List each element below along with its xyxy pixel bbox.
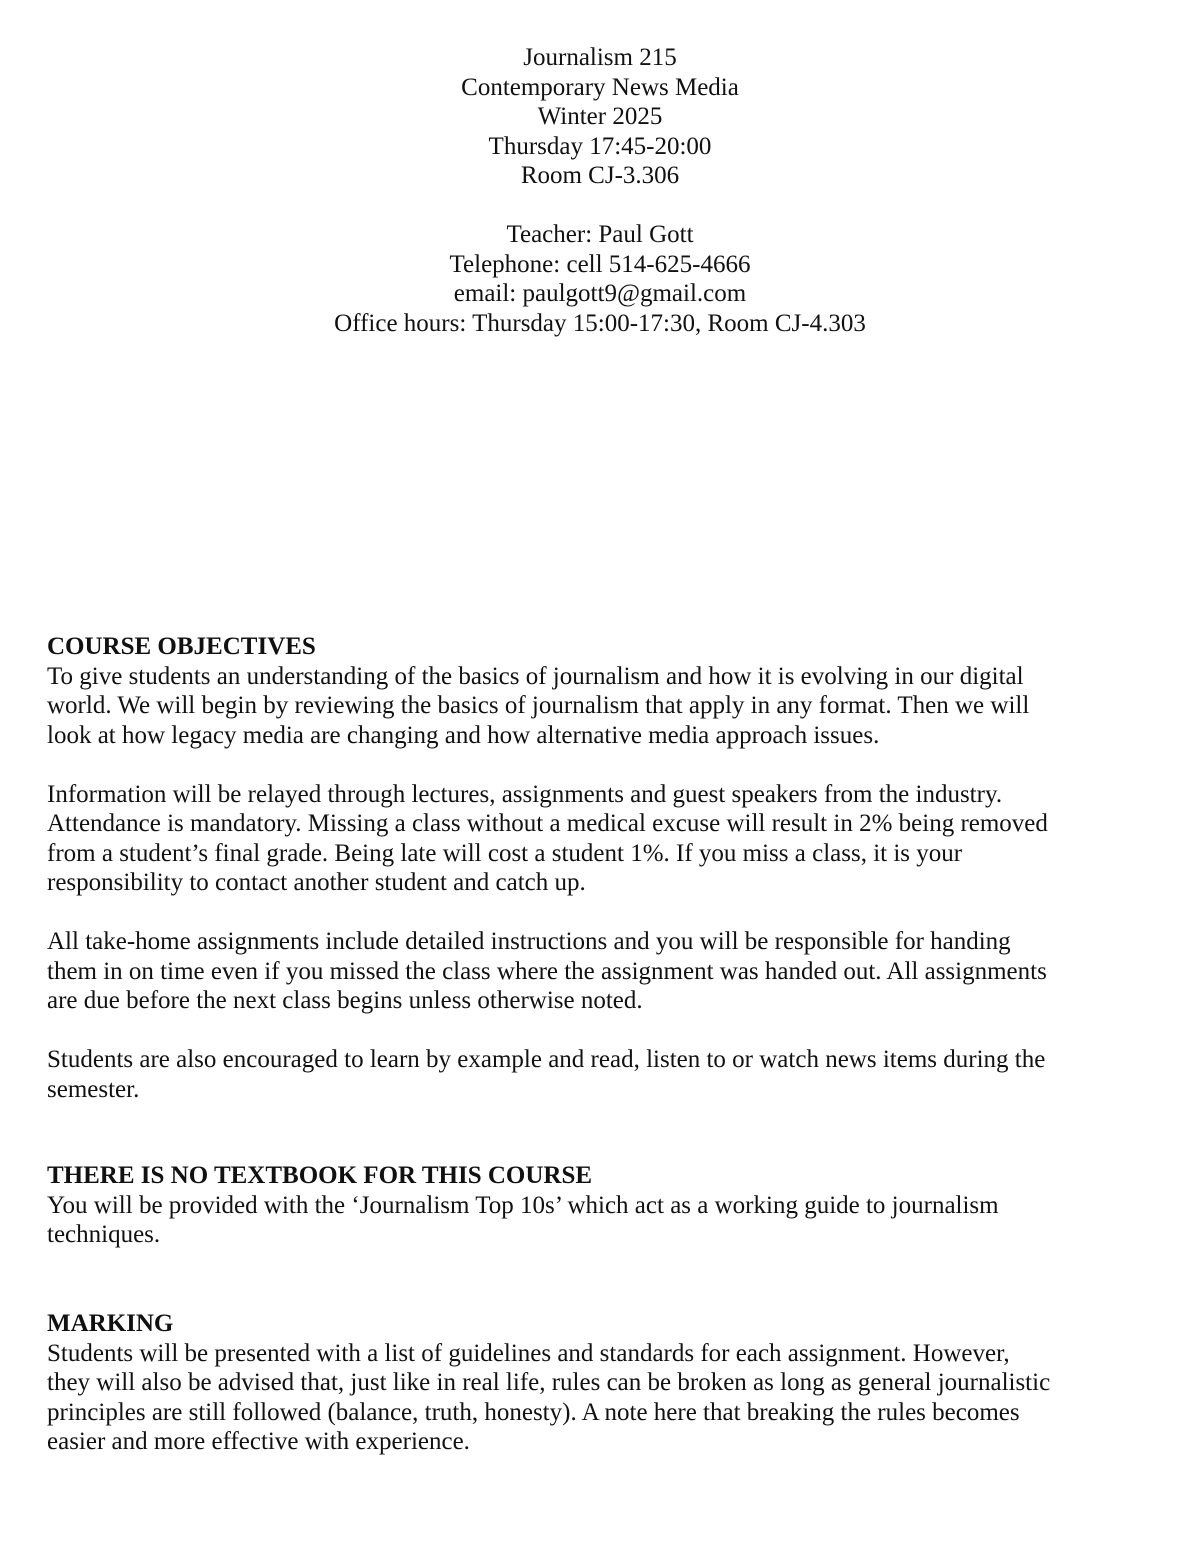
text-line: All take-home assignments include detailed instructions and you will be responsible for handing: [47, 928, 1011, 955]
paragraph-textbook: [47, 1191, 1157, 1250]
text-line: Information will be relayed through lectures, assignments and guest speakers from the industry.: [47, 780, 1003, 808]
text-line: responsibility to contact another student and catch up.: [47, 869, 586, 896]
office-hours: Office hours: Thursday 15:00-17:30, Room CJ-4.303: [334, 309, 866, 337]
course-schedule: Thursday 17:45-20:00: [488, 132, 712, 160]
text-line: them in on time even if you missed the class where the assignment was handed out. All assignments: [47, 957, 1047, 985]
text-line: principles are still followed (balance, truth, honesty). A note here that breaking the rules becomes: [47, 1398, 1020, 1426]
course-code: Journalism 215: [523, 44, 677, 71]
textbook-section: [47, 1161, 1157, 1250]
section-title-marking: MARKING: [47, 1310, 174, 1337]
text-line: easier and more effective with experience.: [47, 1428, 470, 1455]
text-line: from a student’s final grade. Being late will cost a student 1%. If you miss a class, it is your: [47, 839, 963, 867]
text-line: To give students an understanding of the basics of journalism and how it is evolving in our digital: [47, 662, 1024, 690]
text-line: Students are also encouraged to learn by example and read, listen to or watch news items during the: [47, 1046, 1046, 1073]
teacher-email: email: paulgott9@gmail.com: [453, 280, 747, 307]
teacher-name: Teacher: Paul Gott: [506, 221, 694, 248]
course-header: [0, 43, 1200, 191]
text-line: they will also be advised that, just like in real life, rules can be broken as long as general journalistic: [47, 1369, 1051, 1396]
paragraph-examples: [47, 1045, 1157, 1104]
course-term: Winter 2025: [537, 103, 663, 130]
paragraph-marking: [47, 1339, 1157, 1457]
paragraph-attendance: [47, 780, 1157, 898]
text-line: semester.: [47, 1075, 140, 1103]
marking-section: [47, 1309, 1157, 1457]
paragraph-assignments: [47, 927, 1157, 1016]
course-room: Room CJ-3.306: [520, 162, 680, 189]
course-name: Contemporary News Media: [461, 73, 739, 101]
course-objectives-section: [47, 632, 1157, 1104]
text-line: world. We will begin by reviewing the basics of journalism that apply in any format. Then we will: [47, 692, 1030, 719]
teacher-info: [0, 220, 1200, 338]
text-line: You will be provided with the ‘Journalism Top 10s’ which act as a working guide to journalism: [47, 1191, 999, 1219]
paragraph-objectives: [47, 662, 1157, 751]
text-line: look at how legacy media are changing and how alternative media approach issues.: [47, 721, 880, 749]
text-line: Students will be presented with a list of guidelines and standards for each assignment. However,: [47, 1339, 1010, 1367]
text-line: techniques.: [47, 1221, 161, 1248]
text-line: are due before the next class begins unless otherwise noted.: [47, 987, 643, 1014]
text-line: Attendance is mandatory. Missing a class without a medical excuse will result in 2% being removed: [47, 810, 1048, 837]
section-title-textbook: THERE IS NO TEXTBOOK FOR THIS COURSE: [47, 1162, 593, 1189]
section-title-objectives: COURSE OBJECTIVES: [47, 633, 316, 660]
teacher-telephone: Telephone: cell 514-625-4666: [449, 250, 751, 278]
